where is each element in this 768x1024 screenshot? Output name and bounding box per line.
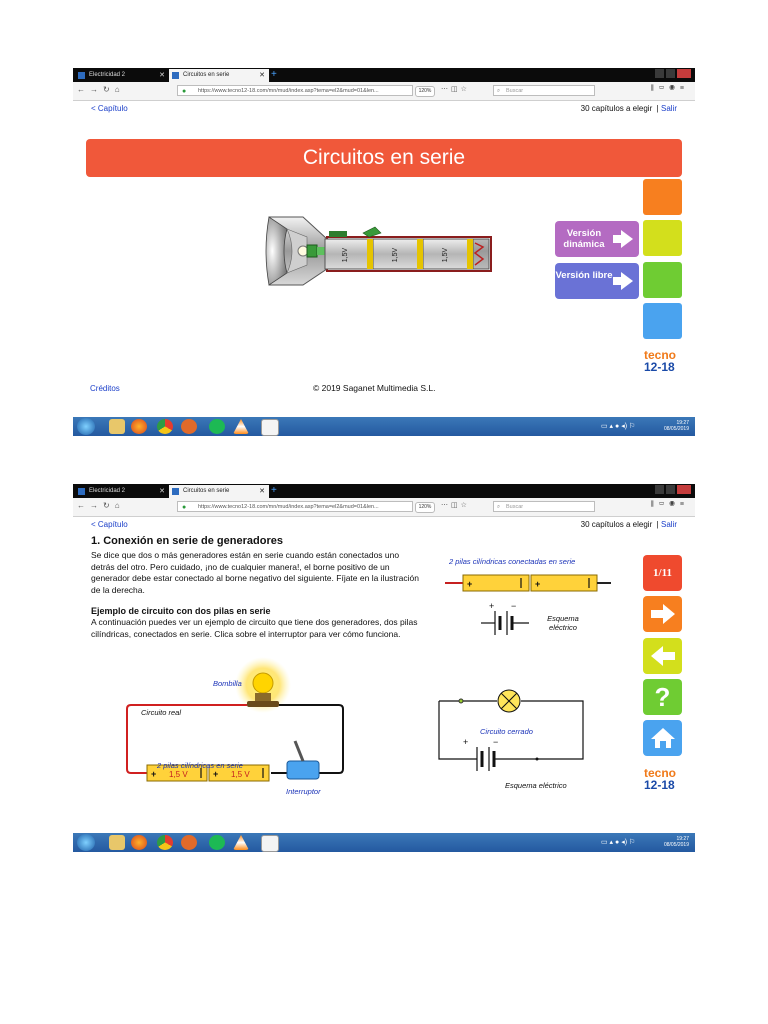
search-placeholder: Buscar xyxy=(506,504,524,510)
vlc-icon[interactable] xyxy=(233,419,249,434)
minus-sign: − xyxy=(511,601,517,611)
new-tab-icon[interactable]: + xyxy=(271,485,277,496)
tab-label: Circuitos en serie xyxy=(183,72,230,78)
plus-sign: + xyxy=(463,737,469,747)
tab-favicon-icon xyxy=(78,72,85,79)
tab-favicon-icon xyxy=(172,72,179,79)
flashlight-illustration xyxy=(263,213,493,287)
closed-circuit-label: Circuito cerrado xyxy=(480,727,533,736)
spotify-icon[interactable] xyxy=(209,835,225,850)
lock-icon: ● xyxy=(182,88,187,95)
chapters-link[interactable]: 30 capítulos a elegir xyxy=(580,520,653,529)
close-window-button[interactable] xyxy=(677,485,691,494)
question-mark-icon: ? xyxy=(654,681,671,712)
zoom-level[interactable]: 120% xyxy=(415,86,435,97)
logo-bottom: 12-18 xyxy=(644,778,675,792)
tab-electricidad[interactable] xyxy=(75,69,169,82)
search-input[interactable] xyxy=(493,501,595,512)
chapter-nav: 30 capítulos a elegir | Salir xyxy=(580,104,677,113)
screenshot-slide-2 xyxy=(73,484,695,852)
firefox-icon[interactable] xyxy=(131,835,147,850)
reload-icon[interactable]: ↻ xyxy=(103,501,115,510)
back-icon[interactable]: ← xyxy=(77,501,90,510)
clock[interactable] xyxy=(664,836,689,848)
batteries-series-label: 2 pilas cilíndricas conectadas en serie xyxy=(449,557,576,566)
page-counter: 1/11 xyxy=(643,555,682,591)
credits-link[interactable]: Créditos xyxy=(90,384,120,393)
back-to-chapter-link[interactable]: < Capítulo xyxy=(91,104,128,113)
address-bar[interactable] xyxy=(177,501,413,512)
document-icon[interactable] xyxy=(261,419,279,436)
example-heading: Ejemplo de circuito con dos pilas en serie xyxy=(91,606,271,616)
close-tab-icon[interactable]: ✕ xyxy=(159,72,165,79)
tab-favicon-icon xyxy=(172,488,179,495)
close-tab-icon[interactable]: ✕ xyxy=(159,488,165,495)
tray-icons[interactable]: ▭ ▴ ● ◂) ⚐ xyxy=(601,839,636,846)
minimize-button[interactable] xyxy=(655,485,664,494)
nav-bar xyxy=(73,82,695,101)
back-to-chapter-link[interactable]: < Capítulo xyxy=(91,520,128,529)
screenshot-slide-1 xyxy=(73,68,695,436)
sidebar-icon[interactable]: ▭ xyxy=(658,85,670,92)
series-batteries-label: 2 pilas cilíndricas en serie xyxy=(157,761,243,770)
logo-top: tecno xyxy=(644,348,677,362)
toolbar-icons xyxy=(650,85,689,93)
logo-bottom: 12-18 xyxy=(644,360,675,374)
battery-label: 1,5V xyxy=(392,247,399,263)
battery-label: 1,5V xyxy=(342,247,349,263)
page-content xyxy=(73,101,695,417)
home-button[interactable] xyxy=(643,720,682,756)
tab-label: Electricidad 2 xyxy=(89,488,126,494)
maximize-button[interactable] xyxy=(666,69,675,78)
batteries-series-illustration xyxy=(445,572,611,594)
windows-taskbar xyxy=(73,417,695,436)
toolbar-icons xyxy=(650,501,689,509)
close-tab-icon[interactable]: ✕ xyxy=(259,72,265,79)
color-tab-orange[interactable] xyxy=(643,179,682,215)
menu-icon[interactable]: ≡ xyxy=(679,85,689,92)
tab-electricidad[interactable] xyxy=(75,485,169,498)
reload-icon[interactable]: ↻ xyxy=(103,85,115,94)
plus-sign: + xyxy=(489,601,495,611)
schematic-label: Esquema eléctrico xyxy=(547,614,579,632)
tab-bar xyxy=(73,68,695,82)
window-controls xyxy=(655,69,691,79)
minus-sign: − xyxy=(493,737,499,747)
more-icon[interactable]: ⋯ xyxy=(441,502,451,509)
chapter-nav: 30 capítulos a elegir | Salir xyxy=(580,520,677,529)
account-icon[interactable]: ◉ xyxy=(669,85,680,92)
media-player-icon[interactable] xyxy=(181,419,197,434)
copyright-text: © 2019 Saganet Multimedia S.L. xyxy=(313,383,436,393)
chrome-icon[interactable] xyxy=(157,835,173,850)
plus-sign: + xyxy=(467,579,473,589)
help-button[interactable] xyxy=(643,679,682,715)
exit-link[interactable]: Salir xyxy=(660,520,677,529)
bookmark-star-icon[interactable]: ☆ xyxy=(460,86,470,93)
example-paragraph: A continuación puedes ver un ejemplo de circuito que tiene dos generadores, dos pilas cilíndricas, conectados en serie. Clica sobre el interruptor para ver cómo funciona. xyxy=(91,617,418,639)
nav-buttons xyxy=(77,501,125,510)
bulb-label: Bombilla xyxy=(213,679,242,688)
tab-bar xyxy=(73,484,695,498)
tab-favicon-icon xyxy=(78,488,85,495)
intro-paragraph: Se dice que dos o más generadores están en serie cuando están conectados uno detrás del otro. Pero cuidado, ¡no de cualquier manera!, el borne positivo de un generador debe estar conectado al borne negativo del siguiente. Fíjate en la ilustración de la derecha. xyxy=(91,550,419,595)
tab-circuitos[interactable] xyxy=(169,69,269,82)
arrow-right-icon xyxy=(649,602,677,626)
spotify-icon[interactable] xyxy=(209,419,225,434)
search-placeholder: Buscar xyxy=(506,88,524,94)
zoom-level[interactable]: 120% xyxy=(415,502,435,513)
library-icon[interactable]: ⫼ xyxy=(650,501,659,508)
tab-label: Circuitos en serie xyxy=(183,488,230,494)
window-controls xyxy=(655,485,691,495)
previous-button[interactable] xyxy=(643,638,682,674)
page-content xyxy=(73,517,695,833)
bookmark-star-icon[interactable]: ☆ xyxy=(460,502,470,509)
chapters-link[interactable]: 30 capítulos a elegir xyxy=(580,104,653,113)
version-dinamica-button[interactable] xyxy=(555,221,639,257)
real-circuit-label: Circuito real xyxy=(141,708,182,717)
battery-label: 1,5V xyxy=(442,247,449,263)
library-icon[interactable]: ⫼ xyxy=(650,85,659,92)
page-actions xyxy=(441,501,470,509)
pocket-icon[interactable]: ◫ xyxy=(451,86,461,93)
color-tab-green[interactable] xyxy=(643,262,682,298)
tray-icons[interactable]: ▭ ▴ ● ◂) ⚐ xyxy=(601,423,636,430)
minimize-button[interactable] xyxy=(655,69,664,78)
logo-top: tecno xyxy=(644,766,677,780)
next-button[interactable] xyxy=(643,596,682,632)
start-button[interactable] xyxy=(77,418,95,435)
clock-date: 08/05/2019 xyxy=(663,842,689,848)
battery-voltage: 1,5 V xyxy=(169,770,188,779)
tab-circuitos[interactable] xyxy=(169,485,269,498)
maximize-button[interactable] xyxy=(666,485,675,494)
search-input[interactable] xyxy=(493,85,595,96)
lock-icon: ● xyxy=(182,504,187,511)
tecno-logo xyxy=(644,767,676,791)
vlc-icon[interactable] xyxy=(233,835,249,850)
home-icon xyxy=(649,726,677,750)
exit-link[interactable]: Salir xyxy=(660,104,677,113)
start-button[interactable] xyxy=(77,834,95,851)
more-icon[interactable]: ⋯ xyxy=(441,86,451,93)
color-tab-yellow[interactable] xyxy=(643,220,682,256)
clock-time: 19:27 xyxy=(676,420,689,426)
sidebar-icon[interactable]: ▭ xyxy=(658,501,670,508)
pocket-icon[interactable]: ◫ xyxy=(451,502,461,509)
url-text: https://www.tecno12-18.com/mn/mud/index.asp?tema=el2&mud=01&len... xyxy=(198,504,379,510)
version-libre-button[interactable] xyxy=(555,263,639,299)
clock[interactable] xyxy=(664,420,689,432)
clock-time: 19:27 xyxy=(676,836,689,842)
back-icon[interactable]: ← xyxy=(77,85,90,94)
file-explorer-icon[interactable] xyxy=(109,419,125,434)
address-bar[interactable] xyxy=(177,85,413,96)
battery-schematic-symbol xyxy=(481,599,541,639)
tecno-logo xyxy=(644,349,676,373)
nav-bar xyxy=(73,498,695,517)
menu-icon[interactable]: ≡ xyxy=(679,501,689,508)
clock-date: 08/05/2019 xyxy=(663,426,689,432)
battery-voltage: 1,5 V xyxy=(231,770,250,779)
media-player-icon[interactable] xyxy=(181,835,197,850)
search-icon: ⌕ xyxy=(497,504,501,510)
forward-icon[interactable]: → xyxy=(90,85,103,94)
schematic-label-2: Esquema eléctrico xyxy=(505,781,567,790)
section-heading: 1. Conexión en serie de generadores xyxy=(91,535,283,547)
plus-sign: + xyxy=(535,579,541,589)
page-actions xyxy=(441,85,470,93)
forward-icon[interactable]: → xyxy=(90,501,103,510)
account-icon[interactable]: ◉ xyxy=(669,501,680,508)
home-icon[interactable]: ⌂ xyxy=(114,501,125,510)
plus-sign: + xyxy=(151,769,157,779)
tab-label: Electricidad 2 xyxy=(89,72,126,78)
url-text: https://www.tecno12-18.com/mn/mud/index.asp?tema=el2&mud=01&len... xyxy=(198,88,379,94)
close-window-button[interactable] xyxy=(677,69,691,78)
new-tab-icon[interactable]: + xyxy=(271,69,277,80)
windows-taskbar xyxy=(73,833,695,852)
page-title: Circuitos en serie xyxy=(86,139,682,177)
plus-sign: + xyxy=(213,769,219,779)
chrome-icon[interactable] xyxy=(157,419,173,434)
file-explorer-icon[interactable] xyxy=(109,835,125,850)
arrow-right-icon xyxy=(621,272,633,290)
switch-label[interactable]: Interruptor xyxy=(286,787,321,796)
button-label: Versión libre xyxy=(555,270,613,281)
firefox-icon[interactable] xyxy=(131,419,147,434)
close-tab-icon[interactable]: ✕ xyxy=(259,488,265,495)
arrow-left-icon xyxy=(649,644,677,668)
arrow-right-icon xyxy=(621,230,633,248)
document-icon[interactable] xyxy=(261,835,279,852)
nav-buttons xyxy=(77,85,125,94)
home-icon[interactable]: ⌂ xyxy=(114,85,125,94)
button-label: Versión dinámica xyxy=(563,228,605,250)
color-tab-blue[interactable] xyxy=(643,303,682,339)
search-icon: ⌕ xyxy=(497,88,501,94)
